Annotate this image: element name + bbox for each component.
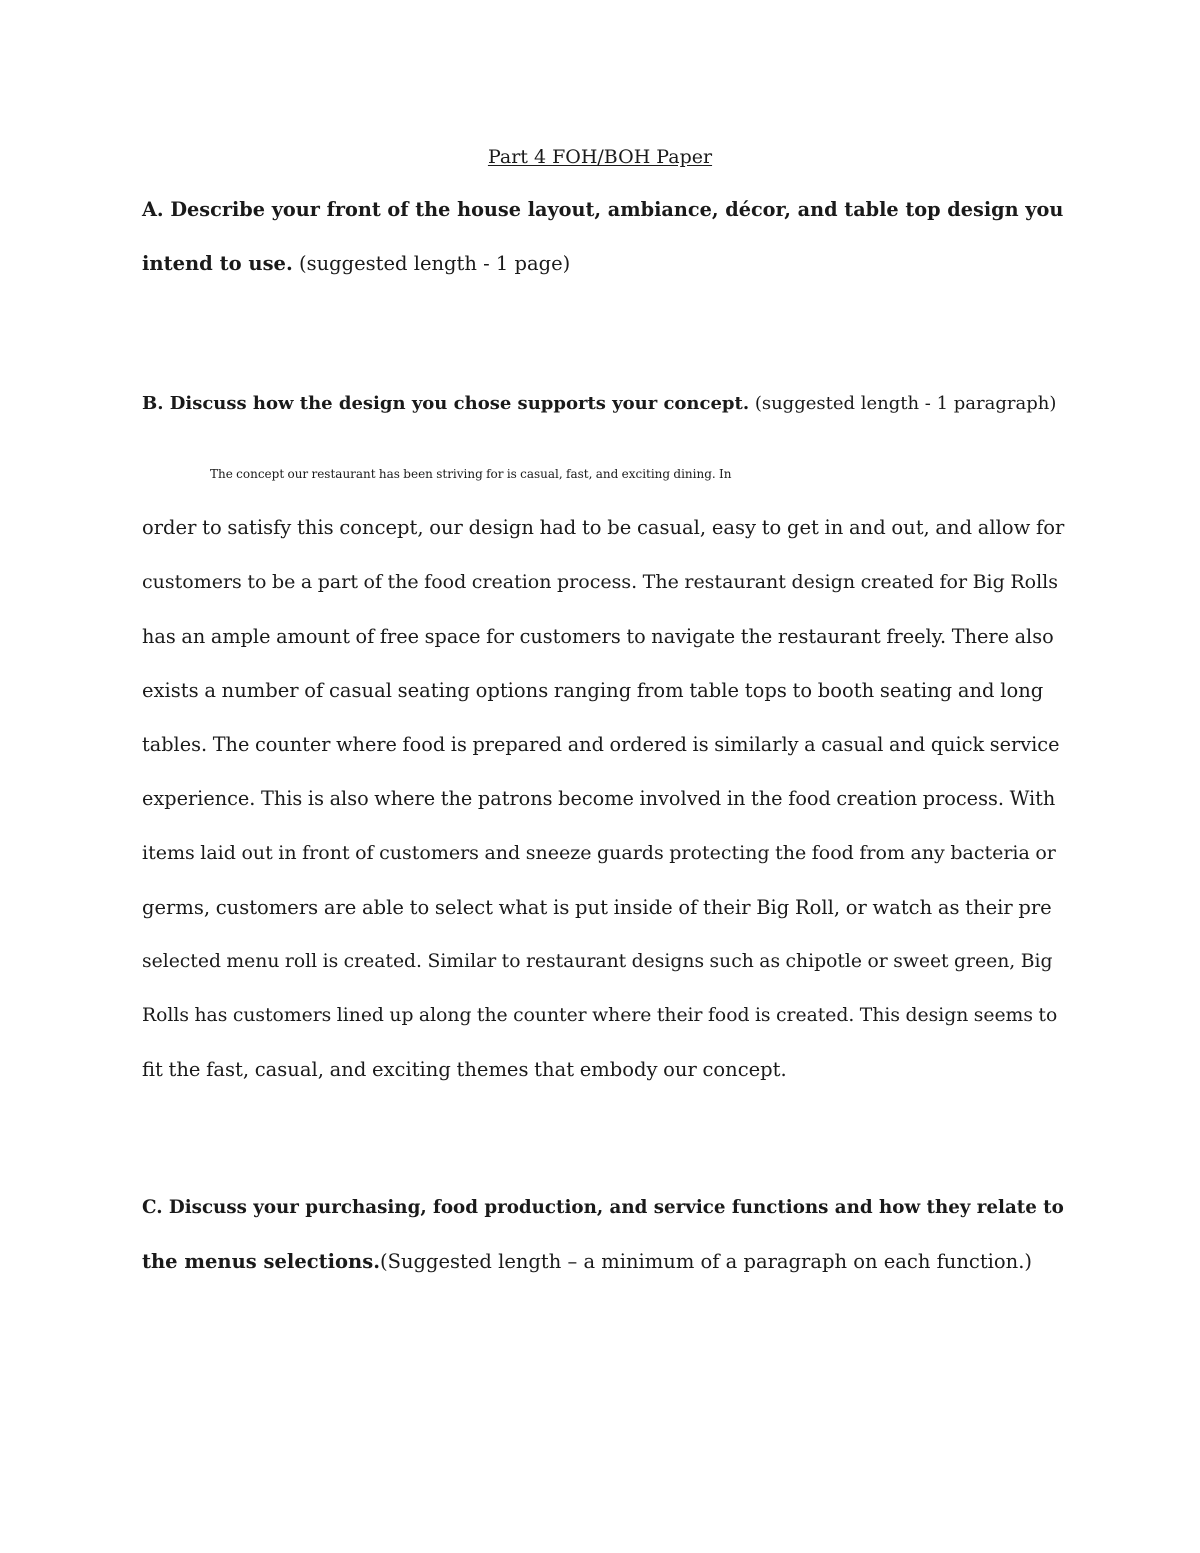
answer-line: tables. The counter where food is prepared and ordered is similarly a casual and quick service xyxy=(142,733,1060,757)
answer-line: experience. This is also where the patrons become involved in the food creation process. With xyxy=(142,787,1056,811)
answer-line: The concept our restaurant has been striving for is casual, fast, and exciting dining. In xyxy=(210,467,732,481)
section-a-line-2 xyxy=(142,237,1062,291)
answer-line: has an ample amount of free space for customers to navigate the restaurant freely. There also xyxy=(142,624,1054,648)
section-b-prompt xyxy=(142,377,1062,431)
answer-line: Rolls has customers lined up along the counter where their food is created. This design seems to xyxy=(142,1005,1058,1027)
section-c-length-note: (Suggested length – a minimum of a paragraph on each function.) xyxy=(379,1250,1033,1273)
answer-line: germs, customers are able to select what is put inside of their Big Roll, or watch as their pre xyxy=(142,895,1052,919)
section-a-heading: A. Describe your front of the house layout, ambiance, décor, and table top design you xyxy=(142,198,1064,221)
section-c-line-1 xyxy=(142,1181,1062,1235)
section-b-answer xyxy=(142,447,1065,1097)
section-c-prompt xyxy=(142,1181,1062,1289)
section-b-line-1 xyxy=(142,377,1062,431)
answer-line: order to satisfy this concept, our design had to be casual, easy to get in and out, and allow for xyxy=(142,516,1065,540)
page-title: Part 4 FOH/BOH Paper xyxy=(487,146,713,168)
section-c-heading: C. Discuss your purchasing, food production, and service functions and how they relate to xyxy=(142,1197,1064,1218)
answer-line: selected menu roll is created. Similar to restaurant designs such as chipotle or sweet green, Big xyxy=(142,950,1053,972)
section-c-heading-end: the menus selections. xyxy=(142,1250,380,1273)
section-b-length-note: (suggested length - 1 paragraph) xyxy=(749,393,1057,414)
section-a-prompt xyxy=(142,183,1062,291)
answer-line: fit the fast, casual, and exciting themes that embody our concept. xyxy=(142,1058,787,1082)
section-c-line-2 xyxy=(142,1235,1062,1289)
answer-line: exists a number of casual seating options ranging from table tops to booth seating and long xyxy=(142,678,1044,702)
section-a-heading-end: intend to use. xyxy=(142,252,293,275)
answer-line: items laid out in front of customers and sneeze guards protecting the food from any bacteria or xyxy=(142,842,1056,865)
section-a-length-note: (suggested length - 1 page) xyxy=(292,252,571,275)
section-a-line-1 xyxy=(142,183,1062,237)
section-b-heading: B. Discuss how the design you chose supports your concept. xyxy=(142,393,750,414)
answer-line: customers to be a part of the food creation process. The restaurant design created for Big Rolls xyxy=(142,571,1058,594)
